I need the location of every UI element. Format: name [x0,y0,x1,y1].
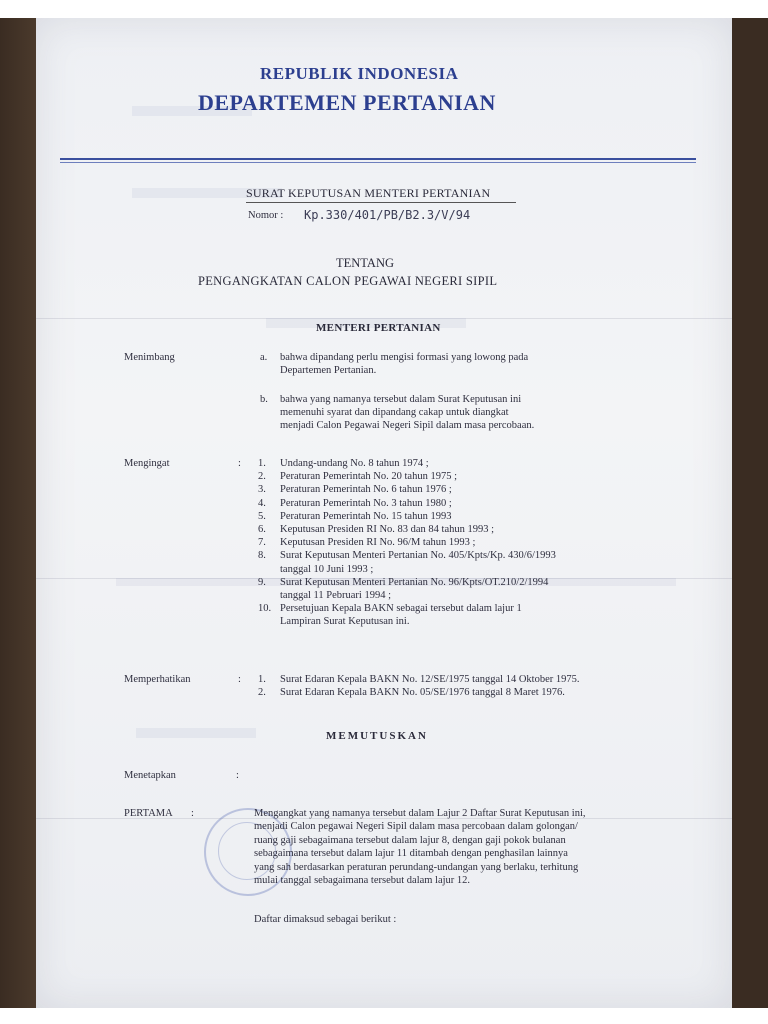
memperhatikan-text: Surat Edaran Kepala BAKN No. 12/SE/1975 tanggal 14 Oktober 1975. [280,674,580,685]
pertama-label: PERTAMA [124,808,173,819]
title-underline [246,202,516,203]
menimbang-marker-a: a. [260,352,268,363]
mengingat-text: Keputusan Presiden RI No. 83 dan 84 tahun 1993 ; [280,524,495,535]
mengingat-item [258,603,522,614]
bleed-through-mark [136,728,256,738]
mengingat-item [258,537,475,548]
memperhatikan-number: 1. [258,674,266,685]
mengingat-item [258,590,391,601]
mengingat-text: tanggal 11 Pebruari 1994 ; [280,590,392,601]
mengingat-text: Peraturan Pemerintah No. 3 tahun 1980 ; [280,497,452,509]
menimbang-a-line: Departemen Pertanian. [280,365,377,376]
mengingat-number: 7. [258,537,266,549]
mengingat-number: 4. [258,497,266,509]
memperhatikan-label: Memperhatikan [124,674,191,685]
mengingat-text: Peraturan Pemerintah No. 15 tahun 1993 [280,510,452,522]
pertama-line: sebagaimana tersebut dalam lajur 11 ditambah dengan penghasilan lainnya [254,848,568,860]
menimbang-b-line: menjadi Calon Pegawai Negeri Sipil dalam masa percobaan. [280,420,535,431]
mengingat-item [258,564,373,575]
mengingat-item [258,471,457,482]
menimbang-a-line: bahwa dipandang perlu mengisi formasi yang lowong pada [280,352,529,363]
mengingat-item [258,511,451,522]
decree-title: SURAT KEPUTUSAN MENTERI PERTANIAN [246,186,491,200]
mengingat-text: Persetujuan Kepala BAKN sebagai tersebut dalam lajur 1 [280,603,522,615]
mengingat-label: Mengingat [124,458,170,469]
mengingat-colon: : [238,458,241,469]
mengingat-item [258,498,452,509]
menetapkan-label: Menetapkan [124,770,176,781]
pertama-line: menjadi Calon pegawai Negeri Sipil dalam masa percobaan dalam golongan/ [254,821,578,833]
memperhatikan-colon: : [238,674,241,685]
tentang-heading: TENTANG [336,256,395,270]
mengingat-number: 5. [258,510,266,522]
mengingat-item [258,484,452,495]
mengingat-item [258,616,409,627]
mengingat-number: 3. [258,484,266,496]
mengingat-text: Lampiran Surat Keputusan ini. [280,616,410,628]
menimbang-b-line: memenuhi syarat dan dipandang cakap untuk diangkat [280,407,509,418]
bottom-margin [0,1008,768,1024]
memperhatikan-item [258,674,580,685]
document-page [36,18,732,1008]
memperhatikan-item [258,687,565,698]
mengingat-text: Undang-undang No. 8 tahun 1974 ; [280,458,429,469]
mengingat-number: 8. [258,550,266,562]
mengingat-number: 9. [258,576,266,588]
menimbang-marker-b: b. [260,394,268,405]
decree-number-label: Nomor : [248,210,284,221]
menimbang-b-line: bahwa yang namanya tersebut dalam Surat Keputusan ini [280,394,522,405]
menimbang-label: Menimbang [124,352,175,363]
menetapkan-colon: : [236,770,239,781]
mengingat-item [258,577,548,588]
mengingat-number: 1. [258,458,266,469]
pertama-line: mulai tanggal sebagaimana tersebut dalam lajur 12. [254,875,471,886]
memperhatikan-number: 2. [258,687,266,699]
mengingat-text: tanggal 10 Juni 1993 ; [280,563,374,575]
letterhead-republic: REPUBLIK INDONESIA [260,64,459,83]
mengingat-number: 2. [258,471,266,483]
decree-subject: PENGANGKATAN CALON PEGAWAI NEGERI SIPIL [198,274,498,288]
memutuskan-heading: MEMUTUSKAN [326,730,428,742]
pertama-line: yang sah berdasarkan peraturan perundang-undangan yang berlaku, terhitung [254,861,579,873]
mengingat-item [258,550,556,561]
daftar-line: Daftar dimaksud sebagai berikut : [254,914,397,925]
mengingat-number: 6. [258,524,266,535]
pertama-colon: : [191,808,194,819]
letterhead-rule-thin [60,162,696,163]
mengingat-item [258,524,494,535]
letterhead-department: DEPARTEMEN PERTANIAN [198,90,496,115]
mengingat-text: Surat Keputusan Menteri Pertanian No. 96/Kpts/OT.210/2/1994 [280,576,549,588]
mengingat-text: Peraturan Pemerintah No. 6 tahun 1976 ; [280,484,452,496]
letterhead-rule [60,158,696,160]
mengingat-text: Keputusan Presiden RI No. 96/M tahun 1993 ; [280,537,476,549]
memperhatikan-text: Surat Edaran Kepala BAKN No. 05/SE/1976 tanggal 8 Maret 1976. [280,687,565,699]
pertama-line: Mengangkat yang namanya tersebut dalam Lajur 2 Daftar Surat Keputusan ini, [254,808,586,819]
decree-number: Kp.330/401/PB/B2.3/V/94 [304,208,471,222]
mengingat-item [258,458,429,469]
pertama-line: ruang gaji sebagaimana tersebut dalam lajur 8, dengan gaji pokok bulanan [254,834,566,846]
minister-heading: MENTERI PERTANIAN [316,322,441,334]
mengingat-text: Peraturan Pemerintah No. 20 tahun 1975 ; [280,471,458,483]
mengingat-text: Surat Keputusan Menteri Pertanian No. 405/Kpts/Kp. 430/6/1993 [280,550,556,562]
mengingat-number: 10. [258,603,272,615]
top-margin [0,0,768,18]
